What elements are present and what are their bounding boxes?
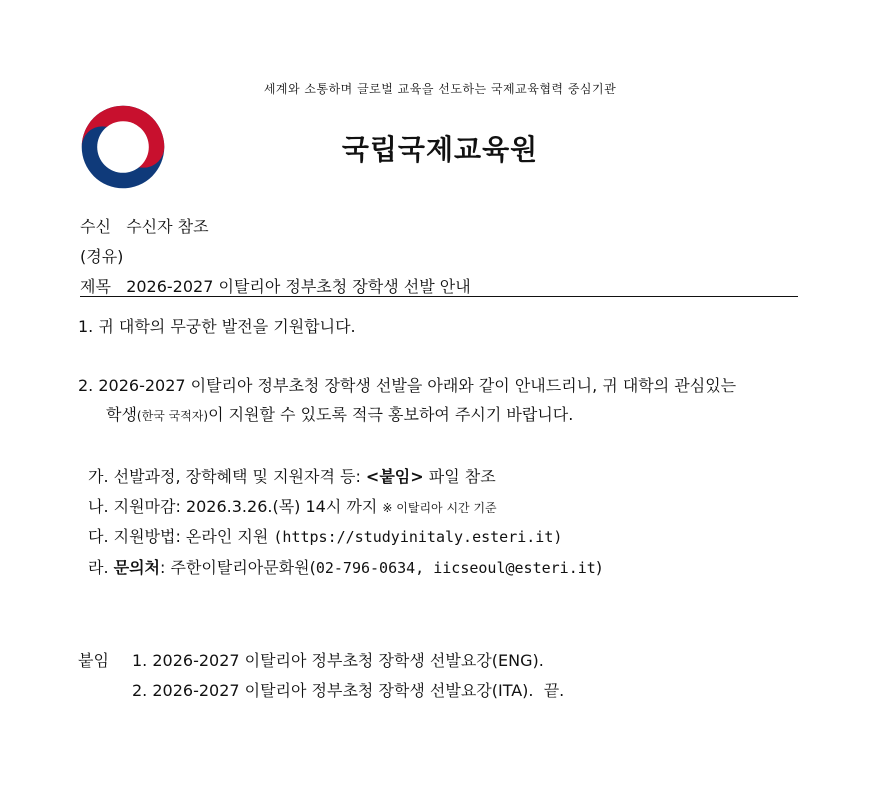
header-slogan: 세계와 소통하며 글로벌 교육을 선도하는 국제교육협력 중심기관 [263,82,617,96]
recipient-row [80,214,209,237]
item-ra-close: ) [595,558,603,577]
p2-pre: 학생 [106,405,137,424]
subject-label: 제목 [80,277,111,296]
item-ga [88,464,496,487]
item-ra [88,555,602,578]
item-na [88,494,497,517]
subject-row [80,274,471,297]
item-na-value: 2026.3.26.(목) 14시 까지 [185,497,383,516]
item-da [88,524,562,547]
attachment-label: 붙임 [78,651,109,670]
recipient-label: 수신 [80,217,111,236]
item-na-label: 나. 지원마감: [88,497,186,516]
recipient-value: 수신자 참조 [126,217,209,236]
item-ra-post: : 주한이탈리아문화원( [160,558,316,577]
via-row: (경유) [80,247,124,266]
attachment-2 [132,678,564,701]
subject-divider [80,296,798,297]
attachment-2-text: 2. 2026-2027 이탈리아 정부초청 장학생 선발요강(ITA). [132,681,534,700]
item-ra-contact: 02-796-0634, iicseoul@esteri.it [315,559,596,577]
item-da-label: 다. 지원방법: 온라인 지원 [88,527,274,546]
attachment-1: 1. 2026-2027 이탈리아 정부초청 장학생 선발요강(ENG). [132,651,544,670]
document-end: 끝. [543,681,565,700]
paragraph-2-line-2 [106,402,573,425]
p2-small: (한국 국적자) [136,409,209,423]
p2-post: 이 지원할 수 있도록 적극 홍보하여 주시기 바랍니다. [208,405,574,424]
paragraph-2-line-1: 2. 2026-2027 이탈리아 정부초청 장학생 선발을 아래와 같이 안내드리니, 귀 대학의 관심있는 [78,376,737,395]
item-ga-label: 가. 선발과정, 장학혜택 및 지원자격 등: [88,467,366,486]
item-na-note: ※ 이탈리아 시간 기준 [382,501,497,515]
item-ga-bold: <붙임> [365,467,424,486]
paragraph-1: 1. 귀 대학의 무궁한 발전을 기원합니다. [78,317,356,336]
item-ga-post: 파일 참조 [423,467,496,486]
subject-value: 2026-2027 이탈리아 정부초청 장학생 선발 안내 [126,277,471,296]
item-ra-label: 라. [88,558,114,577]
item-da-url: (https://studyinitaly.esteri.it) [273,528,563,546]
item-ra-bold: 문의처 [113,558,161,577]
org-title: 국립국제교육원 [341,133,539,166]
